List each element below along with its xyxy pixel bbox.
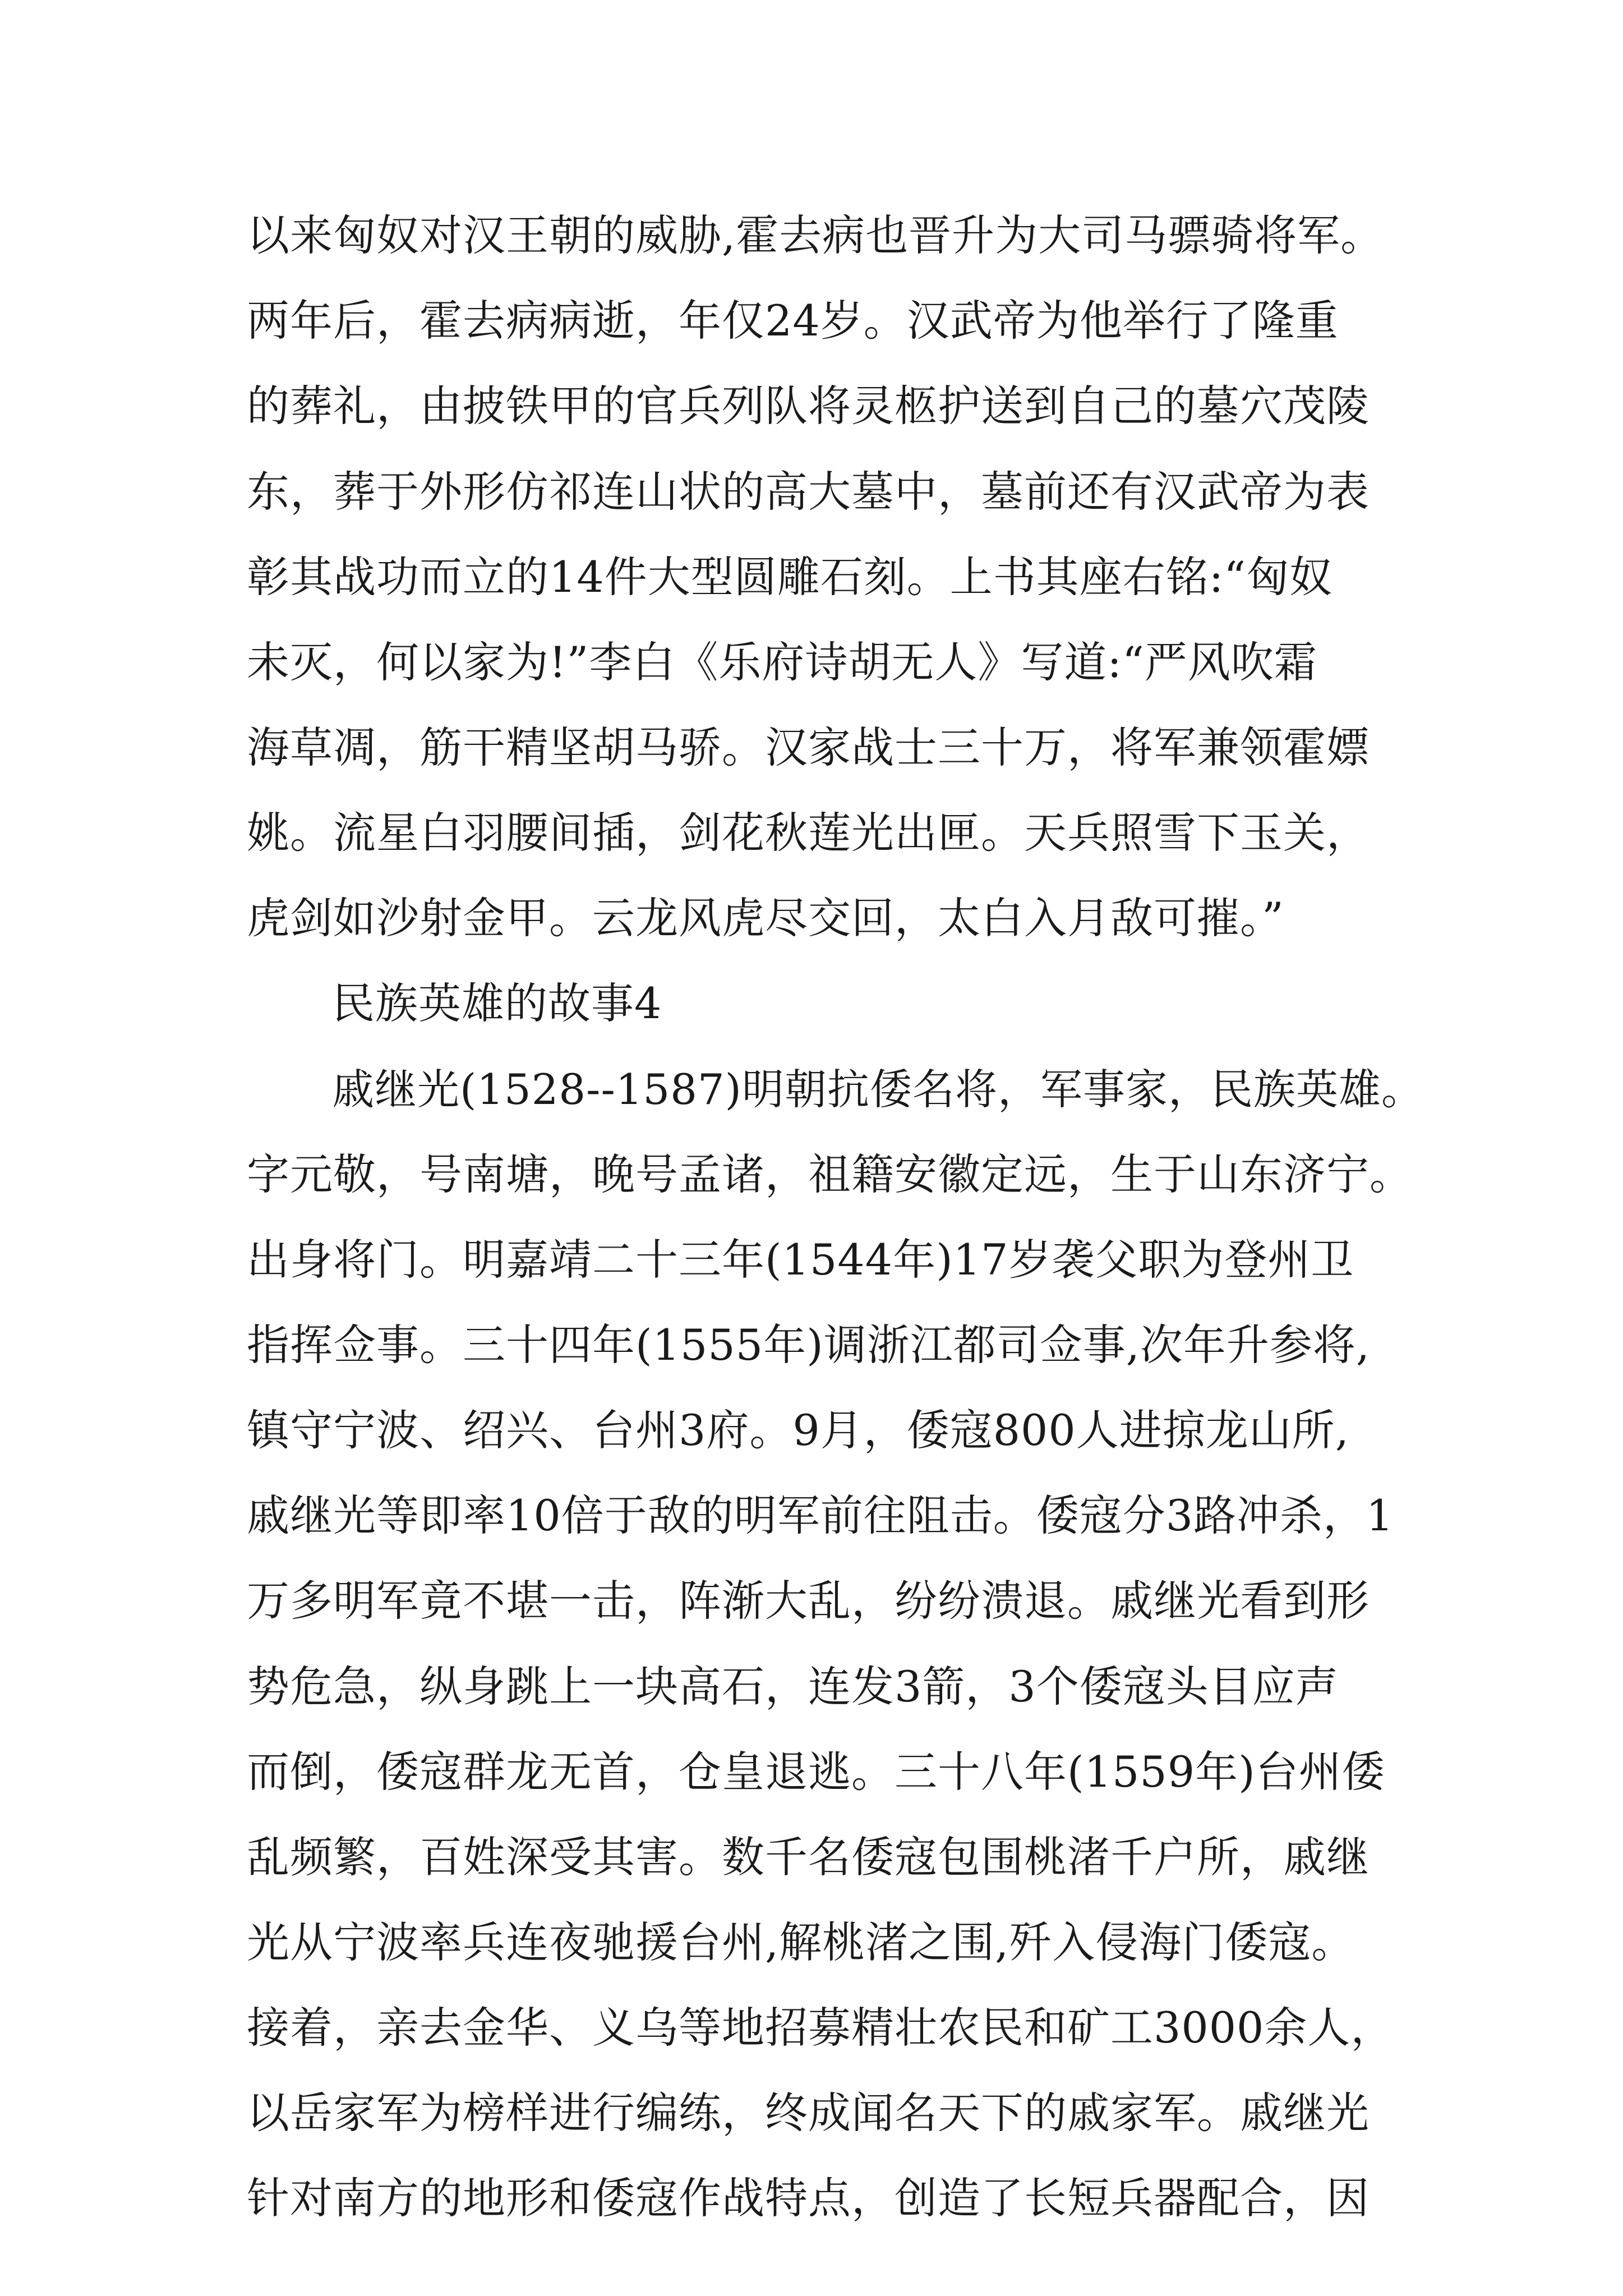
text-line: 字元敬，号南塘，晚号孟诸，祖籍安徽定远，生于山东济宁。	[247, 1149, 1413, 1199]
text-line: 海草凋，筋干精坚胡马骄。汉家战士三十万，将军兼领霍嫖	[247, 723, 1370, 772]
text-line: 的葬礼，由披铁甲的官兵列队将灵柩护送到自己的墓穴茂陵	[247, 381, 1370, 431]
text-line: 万多明军竟不堪一击，阵渐大乱，纷纷溃退。戚继光看到形	[247, 1576, 1370, 1626]
text-line: 未灭，何以家为!”李白《乐府诗胡无人》写道:“严风吹霜	[247, 637, 1317, 687]
section-heading: 民族英雄的故事4	[332, 978, 662, 1028]
text-line: 接着，亲去金华、义乌等地招募精壮农民和矿工3000余人，	[247, 2003, 1394, 2053]
text-line: 出身将门。明嘉靖二十三年(1544年)17岁袭父职为登州卫	[247, 1235, 1354, 1285]
text-line: 乱频繁，百姓深受其害。数千名倭寇包围桃渚千户所，戚继	[247, 1832, 1370, 1882]
text-line: 光从宁波率兵连夜驰援台州,解桃渚之围,歼入侵海门倭寇。	[247, 1917, 1355, 1967]
text-line: 以岳家军为榜样进行编练，终成闻名天下的戚家军。戚继光	[247, 2088, 1370, 2138]
text-line: 姚。流星白羽腰间插，剑花秋莲光出匣。天兵照雪下玉关，	[247, 808, 1370, 858]
text-line: 而倒，倭寇群龙无首，仓皇退逃。三十八年(1559年)台州倭	[247, 1747, 1385, 1797]
text-line: 两年后，霍去病病逝，年仅24岁。汉武帝为他举行了隆重	[247, 296, 1339, 346]
text-line: 针对南方的地形和倭寇作战特点，创造了长短兵器配合，因	[247, 2173, 1370, 2223]
text-line: 彰其战功而立的14件大型圆雕石刻。上书其座右铭:“匈奴	[247, 552, 1333, 602]
text-line: 指挥佥事。三十四年(1555年)调浙江都司佥事,次年升参将,	[247, 1320, 1371, 1370]
text-line: 东，葬于外形仿祁连山状的高大墓中，墓前还有汉武帝为表	[247, 467, 1370, 517]
text-line: 镇守宁波、绍兴、台州3府。9月，倭寇800人进掠龙山所,	[247, 1405, 1349, 1455]
text-line: 虎剑如沙射金甲。云龙风虎尽交回，太白入月敌可摧。”	[247, 893, 1284, 943]
text-line: 以来匈奴对汉王朝的威胁,霍去病也晋升为大司马骠骑将军。	[247, 210, 1384, 260]
text-line: 势危急，纵身跳上一块高石，连发3箭，3个倭寇头目应声	[247, 1662, 1339, 1711]
text-line: 戚继光(1528--1587)明朝抗倭名将，军事家，民族英雄。	[332, 1065, 1424, 1114]
text-line: 戚继光等即率10倍于敌的明军前往阻击。倭寇分3路冲杀，1	[247, 1490, 1394, 1540]
